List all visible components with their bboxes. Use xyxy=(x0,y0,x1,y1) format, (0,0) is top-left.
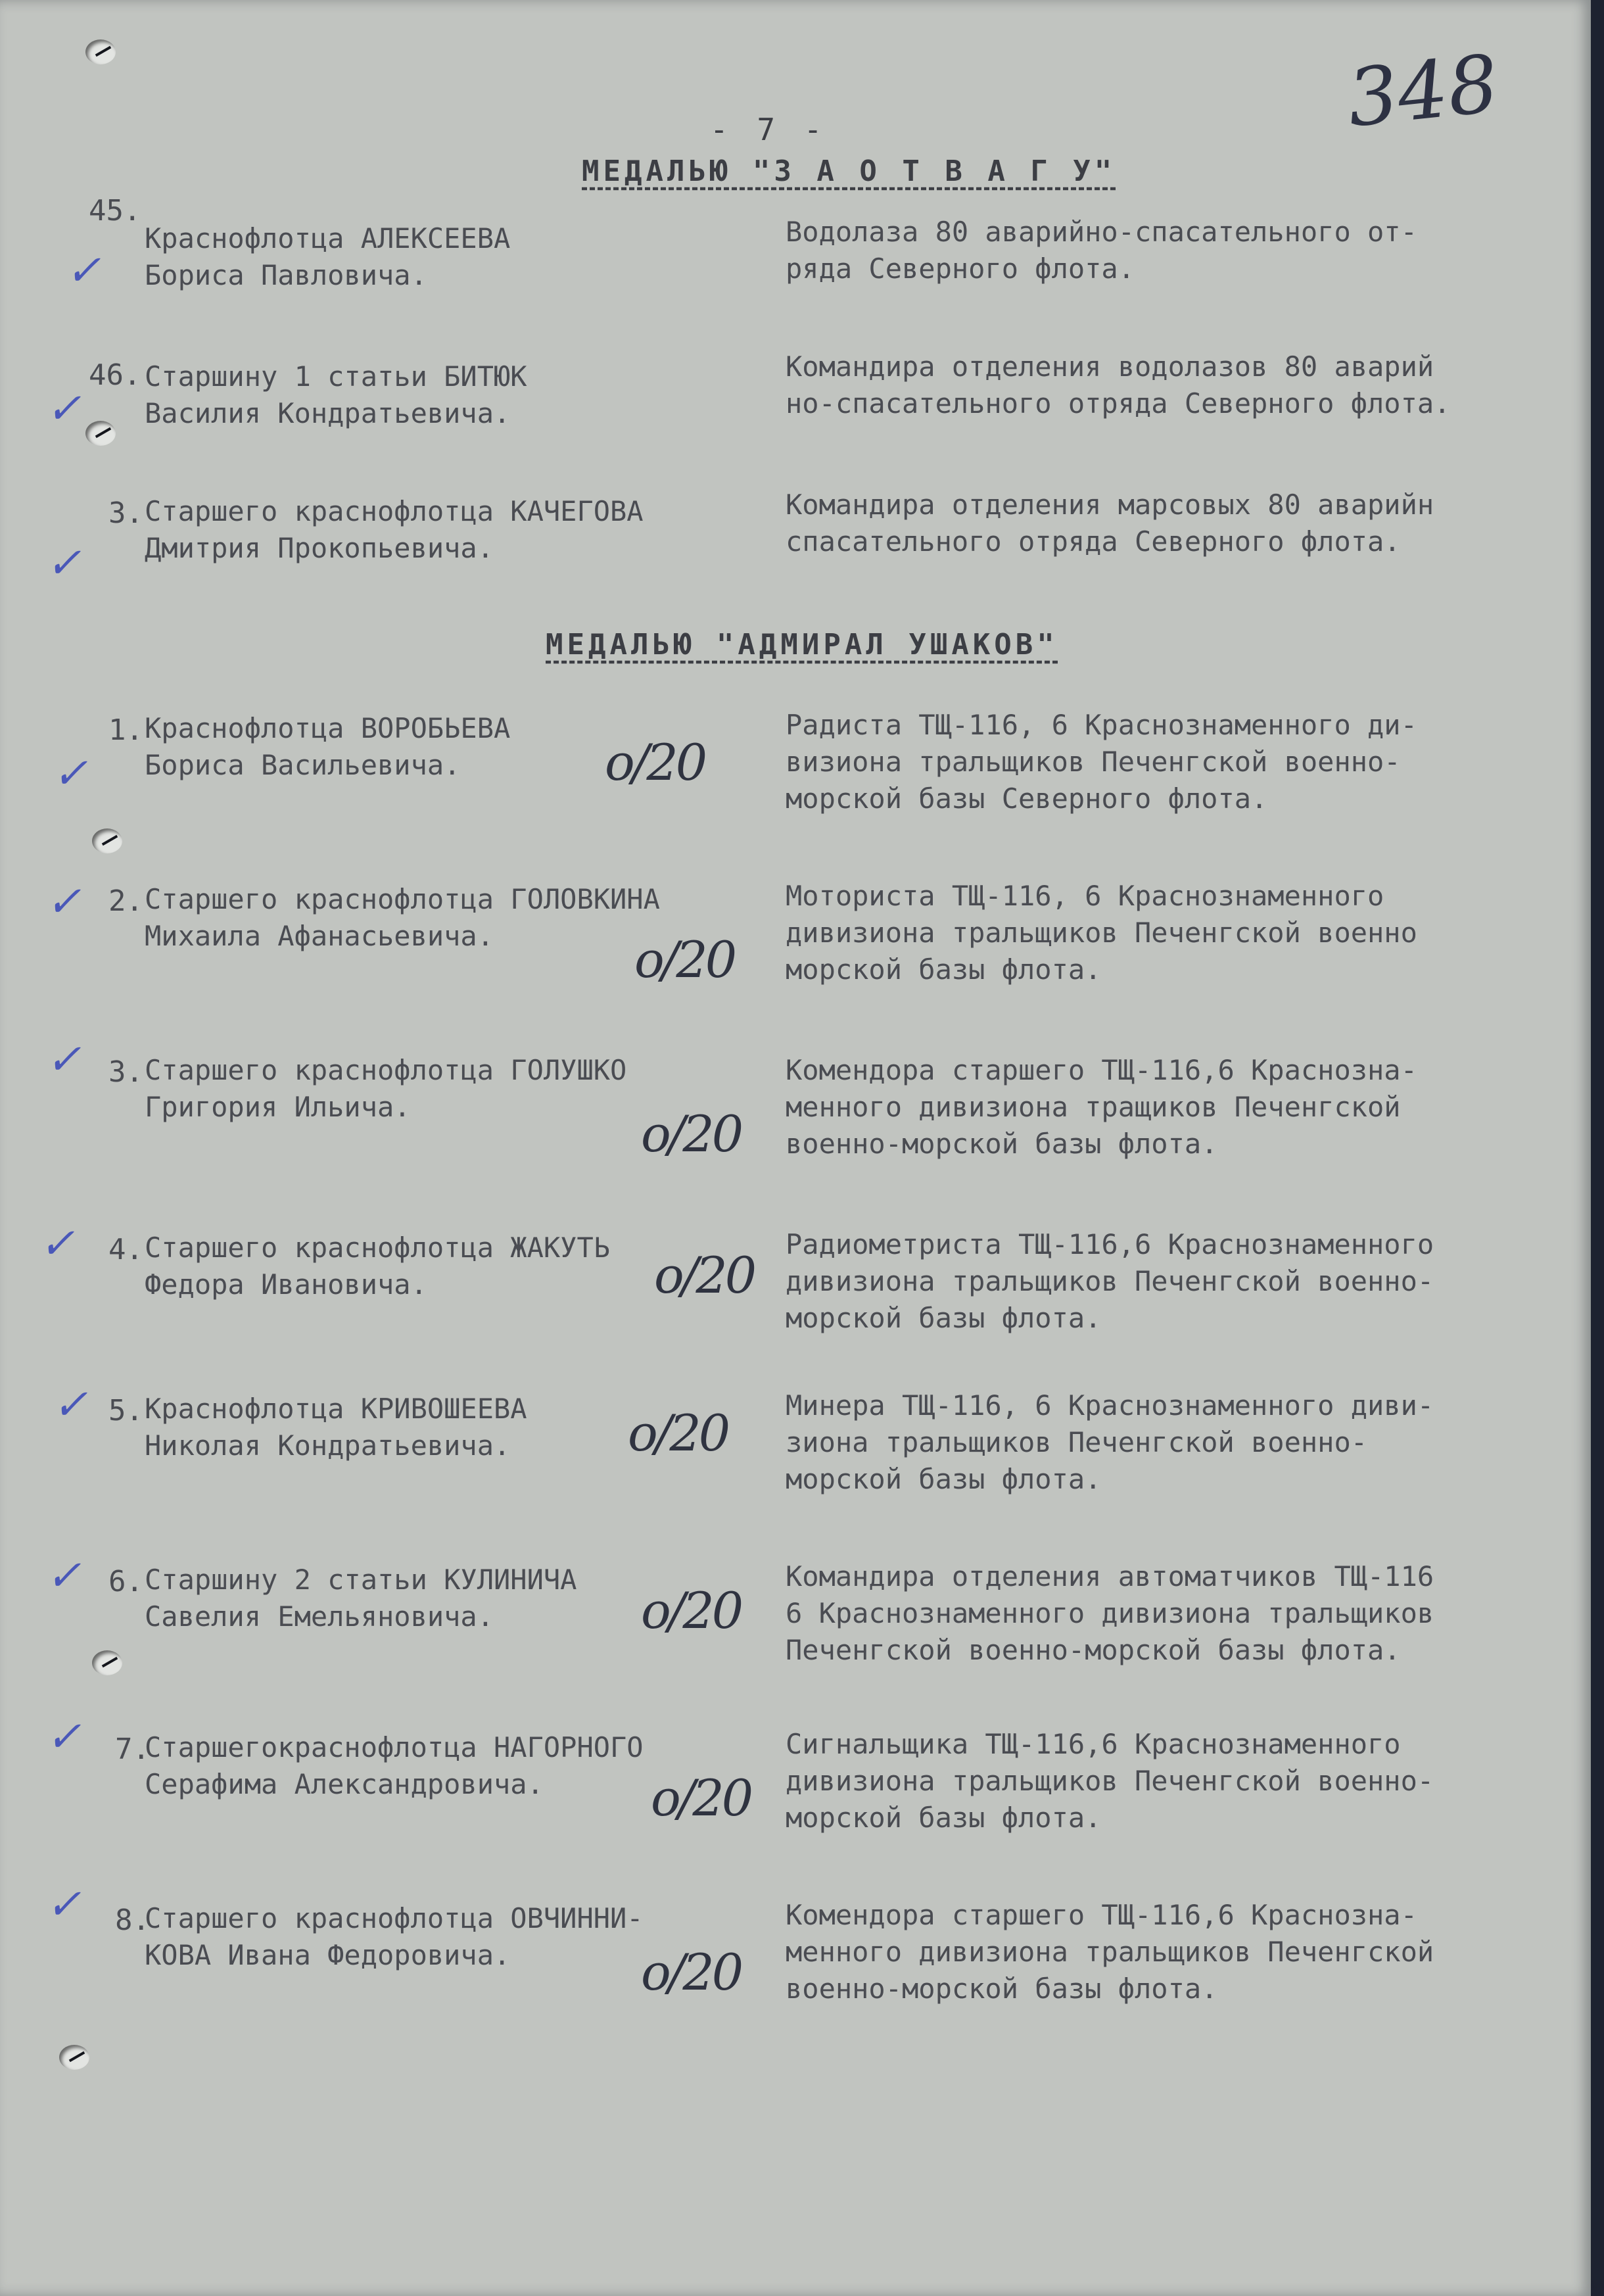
description-line: Моториста ТЩ-116, 6 Краснознаменного xyxy=(786,880,1384,912)
entry-description xyxy=(786,878,1574,988)
entry-name-line: Старшего краснофлотца ОВЧИННИ- xyxy=(145,1902,644,1934)
description-line: ряда Северного флота. xyxy=(786,252,1135,285)
entry-name-line: Василия Кондратьевича. xyxy=(145,397,511,429)
description-line: Комендора старшего ТЩ-116,6 Краснозна- xyxy=(786,1054,1417,1086)
entry-name-line: Старшего краснофлотца ГОЛОВКИНА xyxy=(145,883,660,915)
entry-description xyxy=(786,487,1574,560)
entry-name xyxy=(145,1900,644,1974)
entry-number: 45. xyxy=(89,194,141,227)
entry-name-line: Краснофлотца КРИВОШЕЕВА xyxy=(145,1393,527,1425)
handwritten-mark: о/20 xyxy=(641,1943,742,2001)
entry-name-line: Краснофлотца ВОРОБЬЕВА xyxy=(145,712,511,744)
entry-name xyxy=(145,1729,644,1803)
entry-name-line: Старшего краснофлотца ГОЛУШКО xyxy=(145,1054,627,1086)
entry-name xyxy=(145,493,644,567)
entry-number: 3. xyxy=(108,496,143,530)
entry-description xyxy=(786,348,1574,422)
description-line: дивизиона тральщиков Печенгской военно xyxy=(786,917,1417,949)
entry-name xyxy=(145,358,527,432)
entry-number: 1. xyxy=(108,713,143,747)
description-line: дивизиона тральщиков Печенгской военно- xyxy=(786,1265,1434,1297)
entry-name xyxy=(145,1391,527,1464)
description-line: 6 Краснознаменного дивизиона тральщиков xyxy=(786,1597,1434,1629)
entry-name-line: Федора Ивановича. xyxy=(145,1268,427,1301)
entry-description xyxy=(786,707,1574,817)
check-mark: ✓ xyxy=(46,1036,82,1084)
description-line: Командира отделения водолазов 80 аварий xyxy=(786,350,1434,383)
entry-name xyxy=(145,710,510,784)
entry-name-line: Бориса Павловича. xyxy=(145,259,427,291)
entry-description xyxy=(786,214,1574,287)
entry-number: 2. xyxy=(108,884,143,918)
section-heading-admiral-ushakov: МЕДАЛЬЮ "АДМИРАЛ УШАКОВ" xyxy=(546,628,1058,661)
entry-name-line: Серафима Александровича. xyxy=(145,1768,544,1800)
entry-number: 46. xyxy=(89,358,141,392)
entry-description xyxy=(786,1387,1574,1498)
check-mark: ✓ xyxy=(46,539,82,588)
description-line: военно-морской базы флота. xyxy=(786,1973,1218,2005)
description-line: морской базы флота. xyxy=(786,953,1102,986)
entry-name-line: Григория Ильича. xyxy=(145,1091,411,1123)
entry-number: 5. xyxy=(108,1394,143,1427)
description-line: морской базы флота. xyxy=(786,1302,1102,1334)
entry-number: 6. xyxy=(108,1565,143,1598)
check-mark: ✓ xyxy=(46,878,82,926)
check-mark: ✓ xyxy=(46,1713,82,1761)
description-line: Минера ТЩ-116, 6 Краснознаменного диви- xyxy=(786,1389,1434,1422)
description-line: морской базы флота. xyxy=(786,1802,1102,1834)
check-mark: ✓ xyxy=(39,1220,75,1268)
entry-name-line: Михаила Афанасьевича. xyxy=(145,920,494,952)
entry-name-line: Краснофлотца АЛЕКСЕЕВА xyxy=(145,222,511,254)
entry-number: 3. xyxy=(108,1055,143,1089)
punch-hole-1 xyxy=(85,39,116,64)
page-number: - 7 - xyxy=(710,112,828,147)
description-line: менного дивизиона тращиков Печенгской xyxy=(786,1091,1401,1123)
punch-hole-2 xyxy=(85,421,116,446)
entry-name xyxy=(145,1562,577,1635)
description-line: Командира отделения марсовых 80 аварийн xyxy=(786,489,1434,521)
handwritten-mark: о/20 xyxy=(651,1769,751,1827)
check-mark: ✓ xyxy=(46,1552,82,1600)
entry-description xyxy=(786,1726,1574,1836)
entry-name-line: Старшего краснофлотца ЖАКУТЬ xyxy=(145,1232,611,1264)
handwritten-mark: о/20 xyxy=(654,1246,755,1304)
check-mark: ✓ xyxy=(66,247,101,295)
entry-name xyxy=(145,881,660,955)
description-line: Печенгской военно-морской базы флота. xyxy=(786,1634,1401,1666)
punch-hole-5 xyxy=(59,2045,89,2070)
punch-hole-4 xyxy=(92,1650,122,1675)
check-mark: ✓ xyxy=(46,1880,82,1929)
entry-name xyxy=(145,1052,626,1126)
entry-name-line: Старшего краснофлотца КАЧЕГОВА xyxy=(145,495,644,527)
description-line: Сигнальщика ТЩ-116,6 Краснознаменного xyxy=(786,1728,1401,1760)
handwritten-mark: о/20 xyxy=(634,930,735,989)
scan-edge xyxy=(1591,0,1604,2296)
section-heading-za-otvagu: МЕДАЛЬЮ "З А О Т В А Г У" xyxy=(582,155,1116,188)
description-line: менного дивизиона тральщиков Печенгской xyxy=(786,1936,1434,1968)
entry-description xyxy=(786,1897,1574,2007)
entry-name-line: Старшегокраснофлотца НАГОРНОГО xyxy=(145,1731,644,1763)
entry-name-line: Дмитрия Прокопьевича. xyxy=(145,532,494,564)
description-line: Командира отделения автоматчиков ТЩ-116 xyxy=(786,1560,1434,1592)
handwritten-mark: о/20 xyxy=(641,1105,742,1163)
entry-name-line: Николая Кондратьевича. xyxy=(145,1429,511,1462)
punch-hole-3 xyxy=(92,828,122,853)
description-line: Радиометриста ТЩ-116,6 Краснознаменного xyxy=(786,1228,1434,1260)
check-mark: ✓ xyxy=(46,385,82,433)
description-line: Водолаза 80 аварийно-спасательного от- xyxy=(786,216,1417,248)
description-line: морской базы Северного флота. xyxy=(786,782,1268,815)
description-line: Комендора старшего ТЩ-116,6 Краснозна- xyxy=(786,1899,1417,1931)
description-line: спасательного отряда Северного флота. xyxy=(786,525,1401,558)
handwritten-mark: о/20 xyxy=(641,1581,742,1640)
entry-number: 4. xyxy=(108,1233,143,1266)
entry-description xyxy=(786,1226,1574,1337)
entry-name-line: Старшину 1 статьи БИТЮК xyxy=(145,360,527,393)
description-line: Радиста ТЩ-116, 6 Краснознаменного ди- xyxy=(786,709,1417,741)
handwritten-mark: о/20 xyxy=(605,733,705,792)
entry-name xyxy=(145,1230,610,1303)
description-line: морской базы флота. xyxy=(786,1463,1102,1495)
entry-description xyxy=(786,1558,1574,1669)
archive-page-number: 348 xyxy=(1343,38,1503,145)
description-line: визиона тральщиков Печенгской военно- xyxy=(786,746,1401,778)
entry-name-line: КОВА Ивана Федоровича. xyxy=(145,1939,511,1971)
check-mark: ✓ xyxy=(53,750,88,798)
description-line: зиона тральщиков Печенгской военно- xyxy=(786,1426,1368,1458)
entry-name xyxy=(145,220,510,294)
entry-name-line: Савелия Емельяновича. xyxy=(145,1600,494,1633)
handwritten-mark: о/20 xyxy=(628,1404,728,1462)
check-mark: ✓ xyxy=(53,1381,88,1429)
entry-number: 8. xyxy=(115,1903,150,1937)
description-line: дивизиона тральщиков Печенгской военно- xyxy=(786,1765,1434,1797)
entry-name-line: Бориса Васильевича. xyxy=(145,749,461,781)
entry-description xyxy=(786,1052,1574,1162)
description-line: военно-морской базы флота. xyxy=(786,1128,1218,1160)
description-line: но-спасательного отряда Северного флота. xyxy=(786,387,1451,419)
entry-name-line: Старшину 2 статьи КУЛИНИЧА xyxy=(145,1564,577,1596)
entry-number: 7. xyxy=(115,1733,150,1766)
